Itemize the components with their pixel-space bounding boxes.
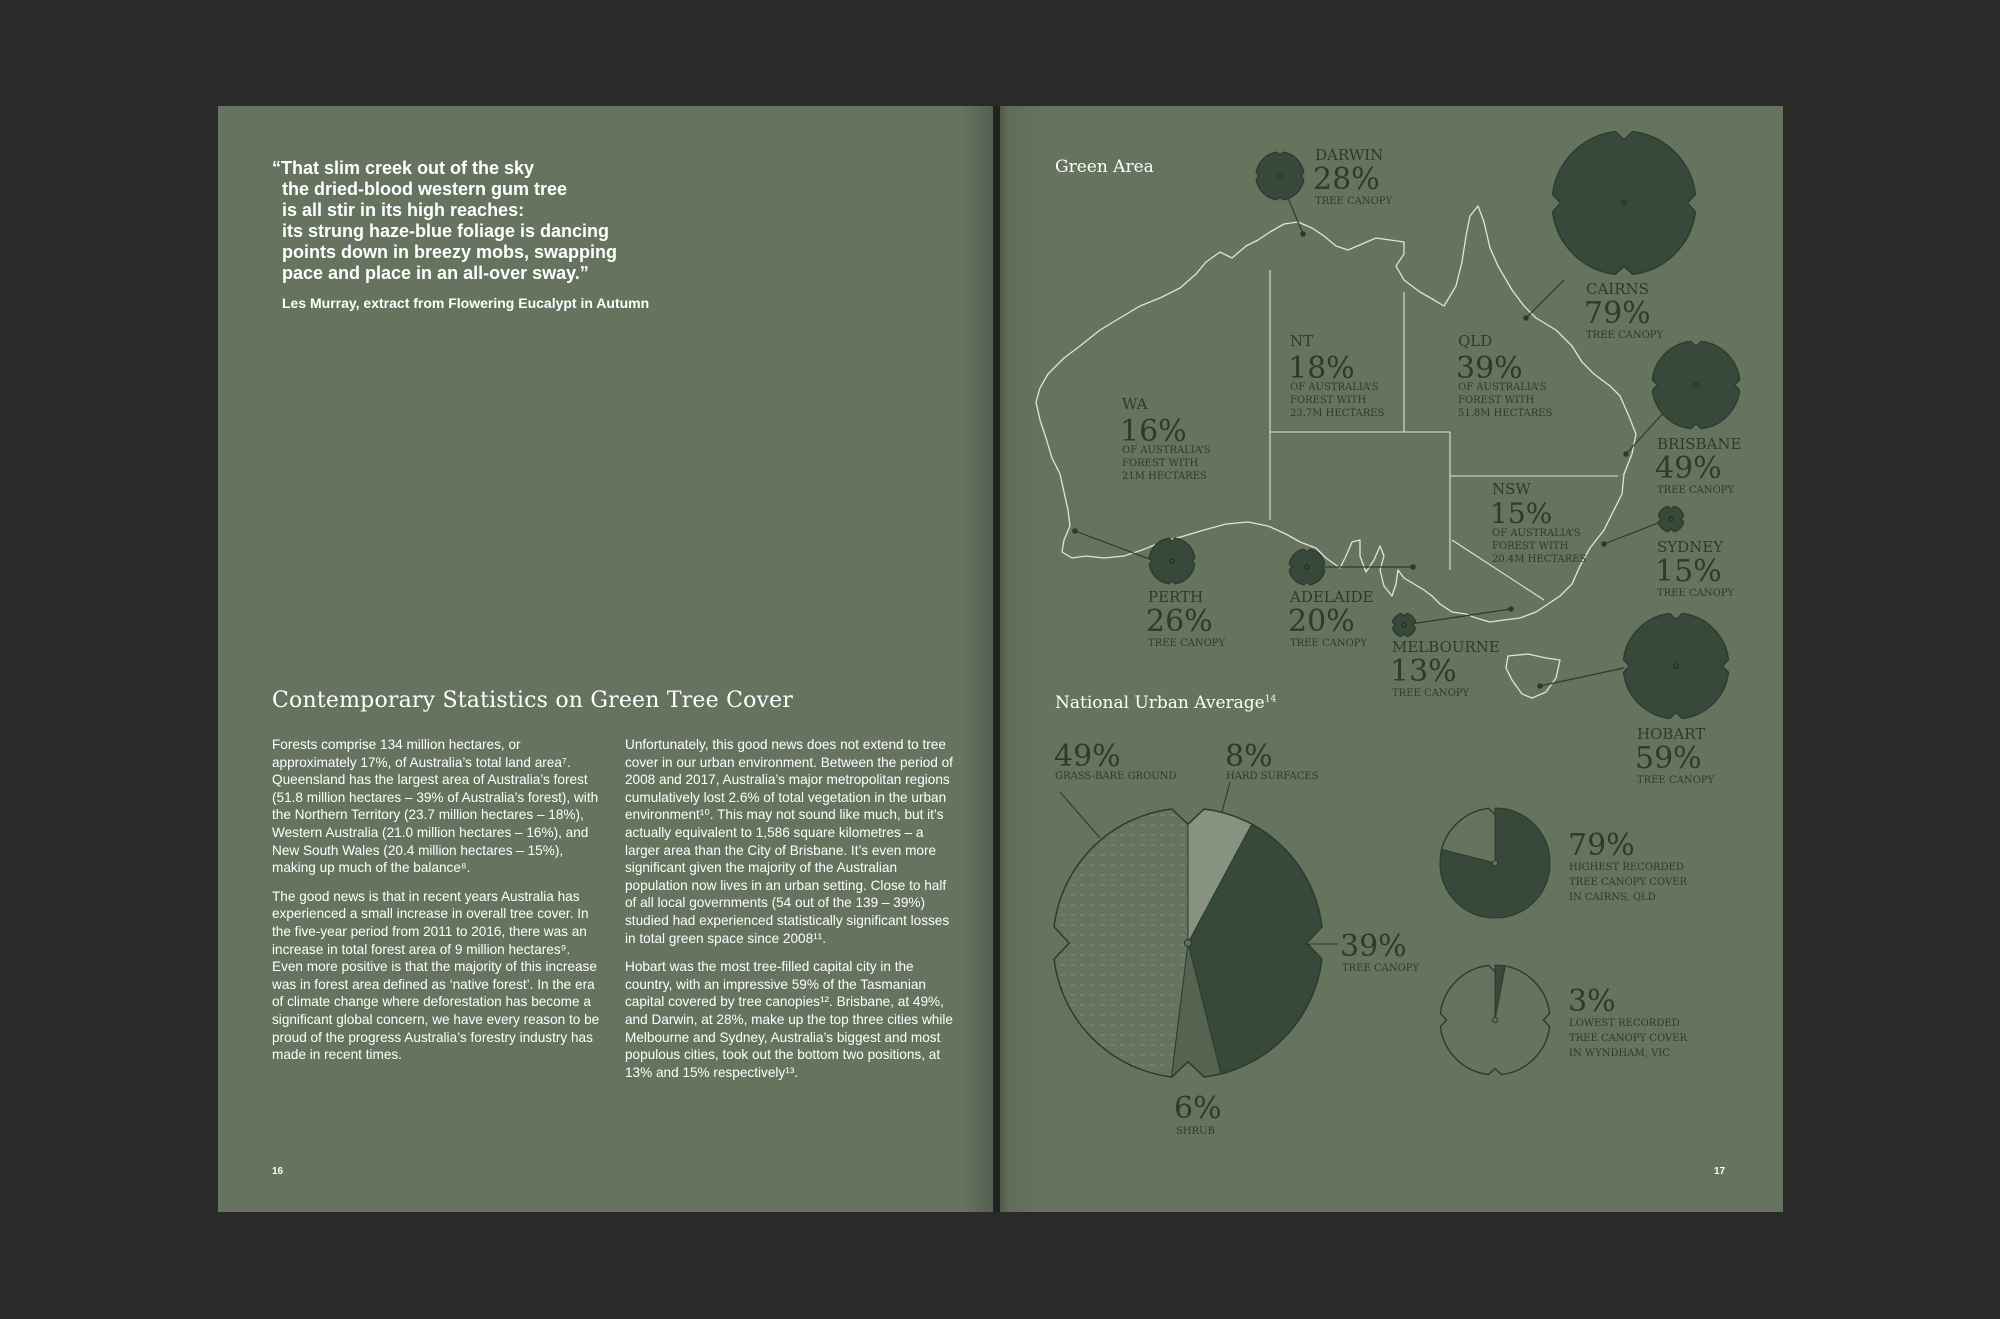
city-canopy-disc-hobart	[1623, 613, 1728, 718]
quote-line: pace and place in an all-over sway.”	[282, 263, 589, 283]
city-name: DARWIN	[1315, 146, 1384, 164]
lowest-line: TREE CANOPY COVER	[1569, 1033, 1688, 1044]
city-sub: TREE CANOPY	[1586, 330, 1664, 341]
highest-label	[1568, 828, 1688, 903]
city-label-perth	[1146, 588, 1226, 649]
footnote-marker: 14	[1264, 694, 1277, 705]
state-code: WA	[1122, 395, 1148, 413]
body-paragraph: Hobart was the most tree-filled capital city in the country, with an impressive 59% of the Tasmanian capital covered by tree canopies¹². Brisbane, at 49%, and Darwin, at 28%, make up the top three cities while Melbourne and Sydney, Australia’s biggest and most populous cities, took out the bottom two positions, at 13% and 15% respectively¹³.	[625, 959, 953, 1080]
quote-line: is all stir in its high reaches:	[282, 200, 525, 220]
state-line: 20.4M HECTARES	[1492, 554, 1587, 565]
city-sub: TREE CANOPY	[1392, 688, 1470, 699]
page-number-left: 16	[272, 1166, 284, 1177]
lowest-pct: 3%	[1568, 984, 1616, 1019]
pie-label: GRASS-BARE GROUND	[1055, 771, 1177, 782]
state-line: OF AUSTRALIA’S	[1122, 445, 1211, 456]
pie-label-shrub	[1174, 1091, 1222, 1137]
city-label-melbourne	[1390, 638, 1500, 699]
state-line: OF AUSTRALIA’S	[1458, 382, 1547, 393]
highest-line: IN CAIRNS, QLD	[1569, 892, 1656, 903]
state-label-qld	[1456, 332, 1553, 419]
pie-pct: 49%	[1054, 739, 1121, 774]
quote-line: the dried-blood western gum tree	[282, 179, 568, 199]
city-label-brisbane	[1655, 435, 1741, 496]
state-line: OF AUSTRALIA’S	[1290, 382, 1379, 393]
city-canopy-disc-brisbane	[1652, 341, 1739, 428]
quote-line: its strung haze-blue foliage is dancing	[282, 221, 610, 241]
city-name: ADELAIDE	[1290, 588, 1374, 606]
city-pct: 49%	[1655, 451, 1722, 486]
state-line: 21M HECTARES	[1122, 471, 1207, 482]
small-pies	[1440, 808, 1550, 1075]
state-code: NSW	[1492, 480, 1531, 498]
pie-pct: 8%	[1225, 739, 1273, 774]
city-name: SYDNEY	[1657, 538, 1724, 556]
state-line: FOREST WITH	[1458, 395, 1535, 406]
state-line: FOREST WITH	[1122, 458, 1199, 469]
city-sub: TREE CANOPY	[1657, 588, 1735, 599]
pie-label: TREE CANOPY	[1342, 963, 1420, 974]
urban-average-title-text: National Urban Average	[1055, 693, 1265, 713]
state-line: OF AUSTRALIA’S	[1492, 528, 1581, 539]
city-name: PERTH	[1148, 588, 1204, 606]
tasmania-outline	[1506, 654, 1560, 698]
city-name: MELBOURNE	[1392, 638, 1500, 656]
state-label-nt	[1288, 332, 1385, 419]
city-name: BRISBANE	[1657, 435, 1742, 453]
city-pct: 26%	[1146, 604, 1213, 639]
city-pct: 20%	[1288, 604, 1355, 639]
pie-label-canopy	[1340, 929, 1420, 974]
city-canopy-disc-sydney	[1658, 506, 1683, 531]
state-line: 23.7M HECTARES	[1290, 408, 1385, 419]
highest-pct: 79%	[1568, 828, 1635, 863]
body-paragraph: Unfortunately, this good news does not extend to tree cover in our urban environment. Between the period of 2008 and 2017, Australia’s major metropolitan regions cumulatively lost 2.6% of total vegetation in the urban environment¹⁰. This may not sound like much, but it’s actually equivalent to 1,586 square kilometres – a larger area than the City of Brisbane. It’s even more significant given the majority of the Australian population now lives in an urban setting. Close to half of all local governments (54 out of the 139 – 39%) studied had experienced statistically significant losses in total green space since 2008¹¹.	[625, 737, 953, 946]
state-code: NT	[1290, 332, 1314, 350]
urban-pie-chart	[1053, 808, 1323, 1078]
page-number-right: 17	[1714, 1166, 1726, 1177]
city-label-sydney	[1655, 538, 1735, 599]
quote-line: points down in breezy mobs, swapping	[282, 242, 618, 262]
city-canopy-disc-cairns	[1553, 132, 1696, 275]
pie-center	[1185, 940, 1192, 947]
city-pct: 79%	[1584, 296, 1651, 331]
city-label-hobart	[1635, 725, 1715, 786]
state-line: FOREST WITH	[1492, 541, 1569, 552]
state-line: 51.8M HECTARES	[1458, 408, 1553, 419]
city-sub: TREE CANOPY	[1315, 196, 1393, 207]
lowest-pie-center	[1492, 1017, 1497, 1022]
pie-pct: 6%	[1174, 1091, 1222, 1126]
city-canopy-disc-darwin	[1256, 152, 1304, 200]
body-paragraph: Forests comprise 134 million hectares, or approximately 17%, of Australia’s total land area⁷. Queensland has the largest area of Australia’s forest (51.8 million hectares – 39% of Australia’s forest), with the Northern Territory (23.7 million hectares – 18%), Western Australia (21.0 million hectares – 16%), and New South Wales (20.4 million hectares – 15%), making up much of the balance⁸.	[272, 737, 599, 876]
city-label-adelaide	[1288, 588, 1374, 649]
quote-attribution: Les Murray, extract from Flowering Eucalypt in Autumn	[282, 295, 650, 311]
state-label-wa	[1120, 395, 1211, 482]
city-name: HOBART	[1637, 725, 1706, 743]
city-label-cairns	[1584, 280, 1664, 341]
pie-label: SHRUB	[1176, 1126, 1215, 1137]
body-paragraph: The good news is that in recent years Australia has experienced a small increase in overall tree cover. In the five-year period from 2011 to 2016, there was an increase in total forest area of 9 million hectares⁹. Even more positive is that the majority of this increase was in forest area defined as ‘native forest’. In the era of climate change where deforestation has become a significant global concern, we have every reason to be proud of the progress Australia’s forestry industry has made in recent times.	[272, 888, 600, 1063]
state-pct: 39%	[1456, 351, 1523, 386]
city-canopy-disc-melbourne	[1392, 613, 1415, 636]
city-name: CAIRNS	[1586, 280, 1649, 298]
lowest-label	[1568, 984, 1688, 1059]
article-heading: Contemporary Statistics on Green Tree Cover	[272, 688, 794, 713]
city-sub: TREE CANOPY	[1290, 638, 1368, 649]
pie-pct: 39%	[1340, 929, 1407, 964]
highest-line: TREE CANOPY COVER	[1569, 877, 1688, 888]
pie-label: HARD SURFACES	[1226, 771, 1319, 782]
city-pct: 13%	[1390, 654, 1457, 689]
city-label-darwin	[1313, 146, 1393, 207]
city-sub: TREE CANOPY	[1657, 485, 1735, 496]
highest-line: HIGHEST RECORDED	[1569, 862, 1684, 873]
quote-line: “That slim creek out of the sky	[272, 158, 535, 178]
highest-pie-center	[1492, 860, 1497, 865]
state-pct: 16%	[1120, 414, 1187, 449]
city-canopy-disc-adelaide	[1289, 549, 1325, 585]
city-pct: 28%	[1313, 162, 1380, 197]
state-label-nsw	[1490, 480, 1587, 565]
pie-slice-grass	[1053, 808, 1188, 1077]
city-sub: TREE CANOPY	[1637, 775, 1715, 786]
state-code: QLD	[1458, 332, 1493, 350]
city-pct: 15%	[1655, 554, 1722, 589]
city-sub: TREE CANOPY	[1148, 638, 1226, 649]
lowest-line: IN WYNDHAM, VIC	[1569, 1048, 1670, 1059]
pie-label-grass	[1054, 739, 1177, 782]
state-pct: 18%	[1288, 351, 1355, 386]
lowest-line: LOWEST RECORDED	[1569, 1018, 1680, 1029]
pie-label-hard	[1225, 739, 1319, 782]
city-circles	[1149, 132, 1740, 719]
state-pct: 15%	[1490, 497, 1553, 530]
state-line: FOREST WITH	[1290, 395, 1367, 406]
city-pct: 59%	[1635, 741, 1702, 776]
green-area-title: Green Area	[1055, 157, 1154, 177]
city-canopy-disc-perth	[1149, 538, 1195, 584]
